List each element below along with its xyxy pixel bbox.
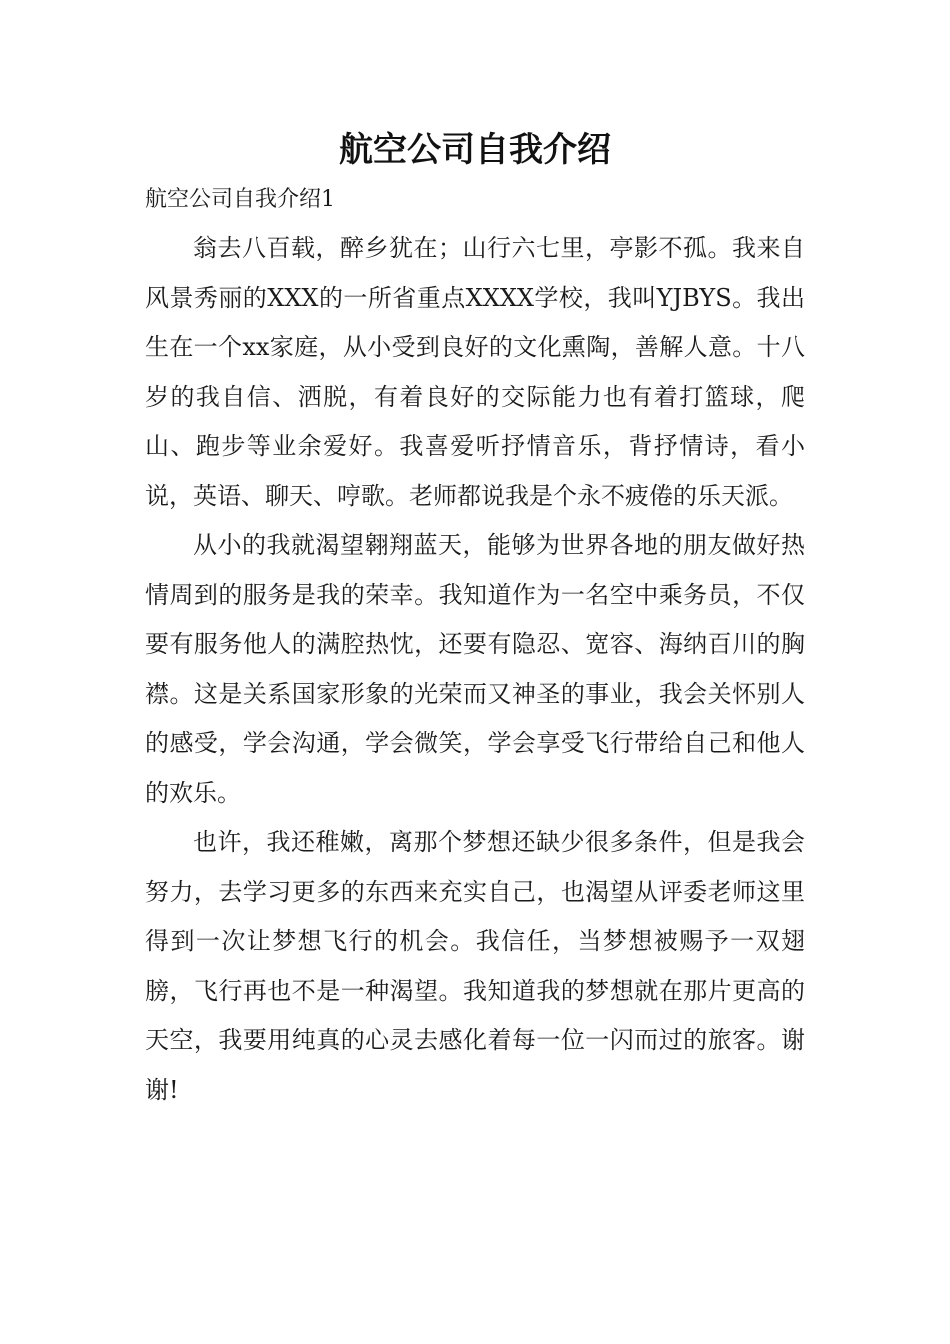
section-subtitle: 航空公司自我介绍1 bbox=[145, 187, 335, 212]
document-title: 航空公司自我介绍 bbox=[339, 130, 611, 170]
paragraph-3: 也许，我还稚嫩，离那个梦想还缺少很多条件，但是我会努力，去学习更多的东西来充实自己，也渴望从评委老师这里得到一次让梦想飞行的机会。我信任，当梦想被赐予一双翅膀，飞行再也不是一种渴望。我知道我的梦想就在那片更高的天空，我要用纯真的心灵去感化着每一位一闪而过的旅客。谢谢! bbox=[145, 828, 805, 1104]
document-body bbox=[145, 176, 805, 1115]
paragraph-1: 翁去八百载，醉乡犹在；山行六七里，亭影不孤。我来自风景秀丽的XXX的一所省重点XXXX学校，我叫YJBYS。我出生在一个xx家庭，从小受到良好的文化熏陶，善解人意。十八岁的我自信、洒脱，有着良好的交际能力也有着打篮球，爬山、跑步等业余爱好。我喜爱听抒情音乐，背抒情诗，看小说，英语、聊天、哼歌。老师都说我是个永不疲倦的乐天派。 bbox=[145, 234, 805, 510]
paragraph-2: 从小的我就渴望翱翔蓝天，能够为世界各地的朋友做好热情周到的服务是我的荣幸。我知道作为一名空中乘务员，不仅要有服务他人的满腔热忱，还要有隐忍、宽容、海纳百川的胸襟。这是关系国家形象的光荣而又神圣的事业，我会关怀别人的感受，学会沟通，学会微笑，学会享受飞行带给自己和他人的欢乐。 bbox=[145, 531, 805, 807]
